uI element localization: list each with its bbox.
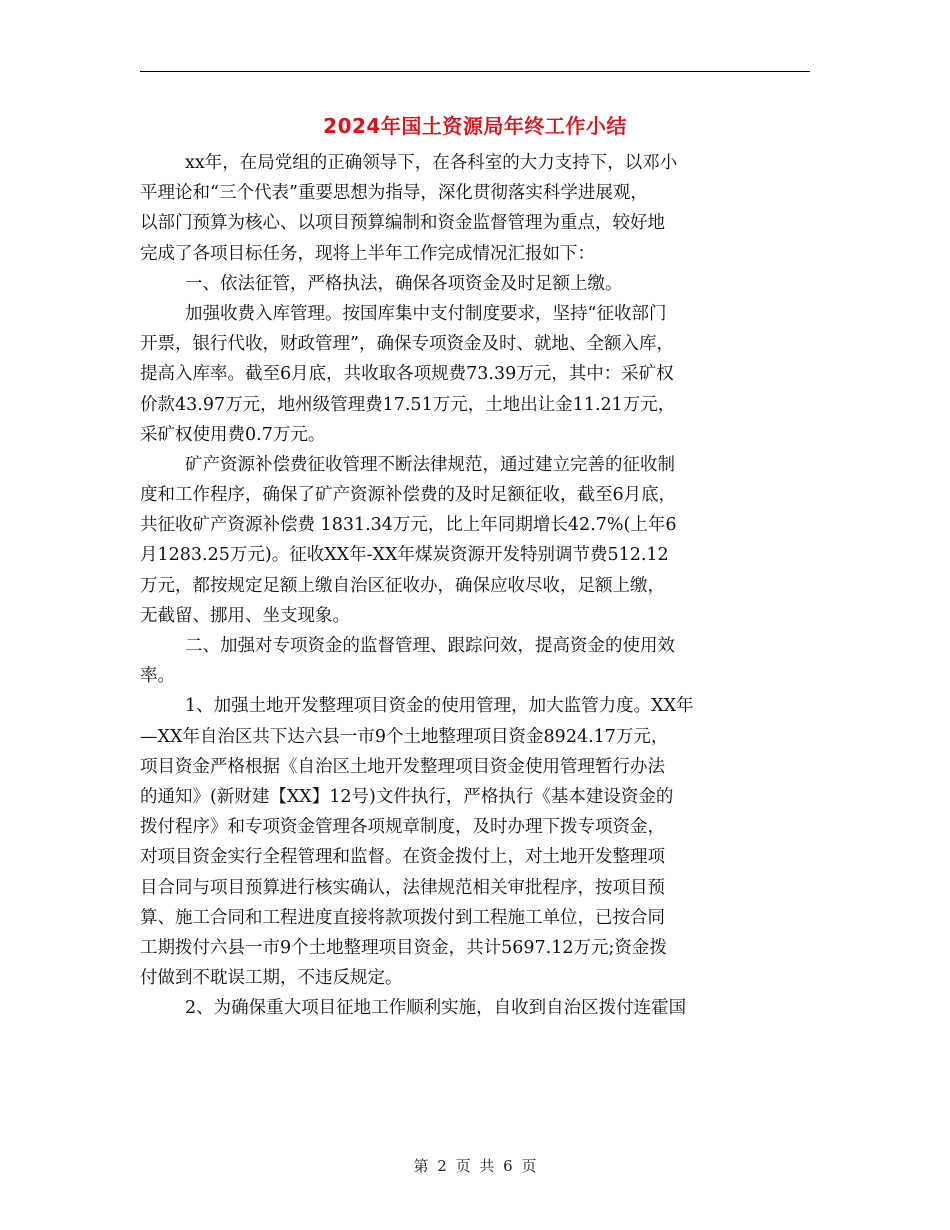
text-line: 无截留、挪用、坐支现象。: [140, 605, 350, 626]
text-line: 付做到不耽误工期，不违反规定。: [140, 968, 403, 989]
text-line: 平理论和“三个代表”重要思想为指导，深化贯彻落实科学进展观，: [140, 183, 648, 204]
text-line: xx年，在局党组的正确领导下，在各科室的大力支持下，以邓小: [185, 153, 678, 173]
text-line: 完成了各项目标任务，现将上半年工作完成情况汇报如下：: [140, 243, 595, 264]
text-line: 对项目资金实行全程管理和监督。在资金拨付上，对土地开发整理项: [140, 847, 665, 868]
text-line: 共征收矿产资源补偿费 1831.34万元，比上年同期增长42.7%(上年6: [140, 515, 677, 536]
document-title: 2024年国土资源局年终工作小结: [323, 114, 627, 138]
text-line: 工期拨付六县一市9个土地整理项目资金，共计5697.12万元;资金拨: [140, 937, 667, 958]
text-line: 矿产资源补偿费征收管理不断法律规范，通过建立完善的征收制: [185, 454, 675, 475]
text-line: 2、为确保重大项目征地工作顺利实施，自收到自治区拨付连霍国: [185, 998, 687, 1019]
text-line: 1、加强土地开发整理项目资金的使用管理，加大监管力度。XX年: [185, 696, 694, 717]
text-line: 月1283.25万元)。征收XX年-XX年煤炭资源开发特别调节费512.12: [140, 545, 669, 566]
text-line: —XX年自治区共下达六县一市9个土地整理项目资金8924.17万元，: [140, 726, 669, 747]
document-body: [140, 148, 810, 1023]
text-line: 度和工作程序，确保了矿产资源补偿费的及时足额征收，截至6月底，: [140, 485, 677, 506]
section-heading: 一、依法征管，严格执法，确保各项资金及时足额上缴。: [185, 273, 623, 294]
text-line: 项目资金严格根据《自治区土地开发整理项目资金使用管理暂行办法: [140, 756, 665, 777]
text-line: 目合同与项目预算进行核实确认，法律规范相关审批程序，按项目预: [140, 877, 665, 898]
section-heading: 二、加强对专项资金的监督管理、跟踪问效，提高资金的使用效: [185, 636, 675, 656]
text-line: 提高入库率。截至6月底，共收取各项规费73.39万元，其中：采矿权: [140, 364, 674, 385]
text-line: 算、施工合同和工程进度直接将款项拨付到工程施工单位，已按合同: [140, 907, 665, 928]
page-number: 第 2 页 共 6 页: [413, 1157, 537, 1175]
text-line: 加强收费入库管理。按国库集中支付制度要求，坚持“征收部门: [185, 303, 667, 324]
text-line: 的通知》(新财建【XX】12号)文件执行，严格执行《基本建设资金的: [140, 786, 674, 807]
text-line: 价款43.97万元，地州级管理费17.51万元，土地出让金11.21万元，: [140, 394, 676, 415]
text-line: 以部门预算为核心、以项目预算编制和资金监督管理为重点，较好地: [140, 213, 665, 234]
text-line: 采矿权使用费0.7万元。: [140, 424, 326, 445]
text-line: 开票，银行代收，财政管理”，确保专项资金及时、就地、全额入库，: [140, 334, 674, 355]
text-line: 拨付程序》和专项资金管理各项规章制度，及时办理下拨专项资金，: [140, 817, 665, 838]
text-line: 万元，都按规定足额上缴自治区征收办，确保应收尽收，足额上缴，: [140, 575, 665, 596]
header-rule: [140, 71, 810, 72]
text-line: 率。: [140, 666, 175, 687]
